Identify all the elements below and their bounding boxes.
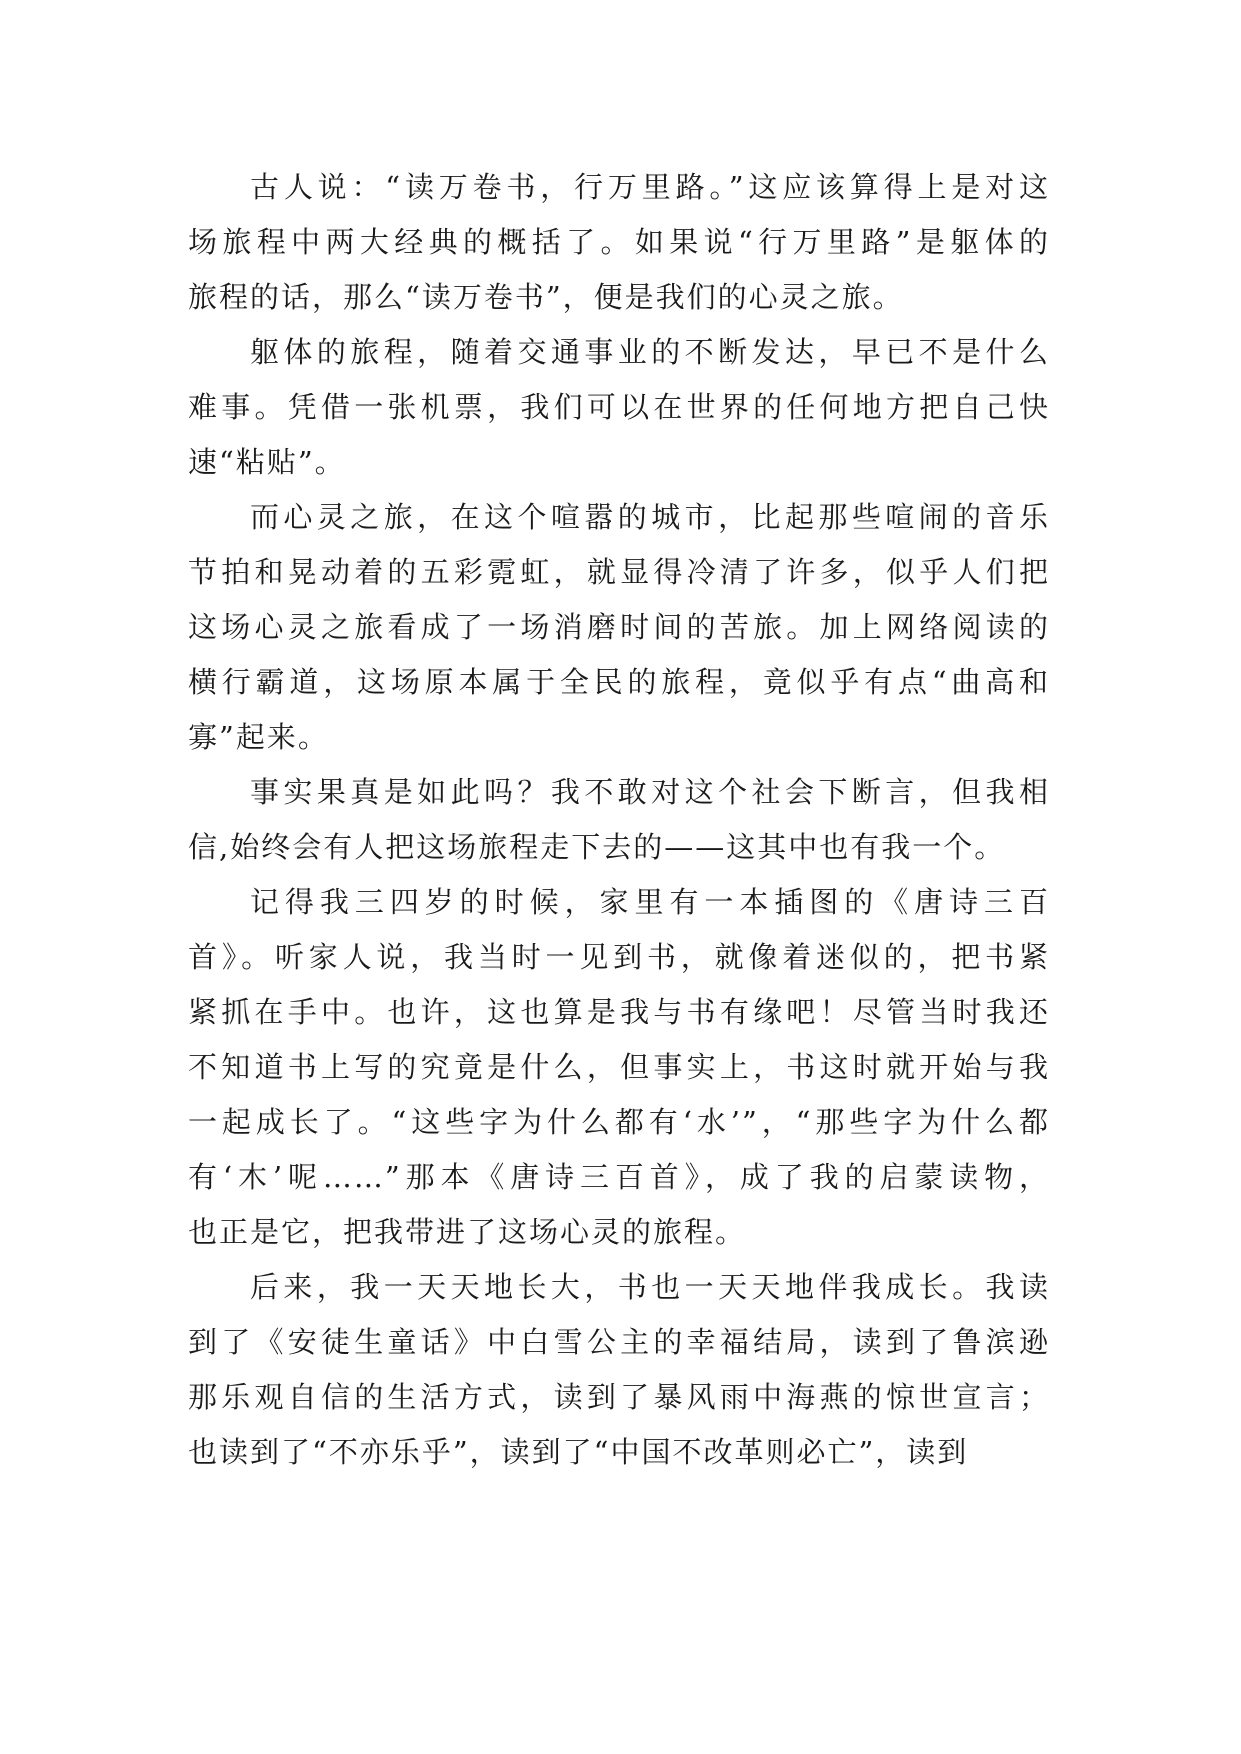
text-line: 古人说：“读万卷书，行万里路。”这应该算得上是对这: [250, 170, 1050, 204]
text-line: 首》。听家人说，我当时一见到书，就像着迷似的，把书紧: [188, 940, 1050, 974]
text-line: 那乐观自信的生活方式，读到了暴风雨中海燕的惊世宣言；: [188, 1380, 1050, 1414]
text-line: 旅程的话，那么“读万卷书”，便是我们的心灵之旅。: [188, 280, 904, 314]
text-line: 寡”起来。: [188, 720, 329, 754]
text-line: 节拍和晃动着的五彩霓虹，就显得冷清了许多，似乎人们把: [188, 555, 1050, 589]
text-line: 而心灵之旅，在这个喧嚣的城市，比起那些喧闹的音乐: [250, 500, 1050, 534]
text-line: 横行霸道，这场原本属于全民的旅程，竟似乎有点“曲高和: [188, 665, 1050, 699]
text-line: 后来，我一天天地长大，书也一天天地伴我成长。我读: [250, 1270, 1050, 1304]
text-line: 难事。凭借一张机票，我们可以在世界的任何地方把自己快: [188, 390, 1050, 424]
body-text: [188, 160, 1050, 1480]
text-line: 记得我三四岁的时候，家里有一本插图的《唐诗三百: [250, 885, 1050, 919]
text-line: 一起成长了。“这些字为什么都有‘水’”，“那些字为什么都: [188, 1105, 1050, 1139]
text-line: 有‘木’呢……”那本《唐诗三百首》，成了我的启蒙读物，: [188, 1160, 1050, 1194]
text-line: 不知道书上写的究竟是什么，但事实上，书这时就开始与我: [188, 1050, 1050, 1084]
text-line: 到了《安徒生童话》中白雪公主的幸福结局，读到了鲁滨逊: [188, 1325, 1050, 1359]
text-line: 紧抓在手中。也许，这也算是我与书有缘吧！尽管当时我还: [188, 995, 1050, 1029]
text-line: 场旅程中两大经典的概括了。如果说“行万里路”是躯体的: [188, 225, 1050, 259]
text-line: 这场心灵之旅看成了一场消磨时间的苦旅。加上网络阅读的: [188, 610, 1050, 644]
text-line: 速“粘贴”。: [188, 445, 346, 479]
text-line: 信,始终会有人把这场旅程走下去的——这其中也有我一个。: [188, 830, 1006, 864]
text-line: 也读到了“不亦乐乎”，读到了“中国不改革则必亡”，读到: [188, 1435, 969, 1469]
text-line: 事实果真是如此吗？我不敢对这个社会下断言，但我相: [250, 775, 1050, 809]
text-line: 躯体的旅程，随着交通事业的不断发达，早已不是什么: [250, 335, 1050, 369]
text-line: 也正是它，把我带进了这场心灵的旅程。: [188, 1215, 747, 1249]
